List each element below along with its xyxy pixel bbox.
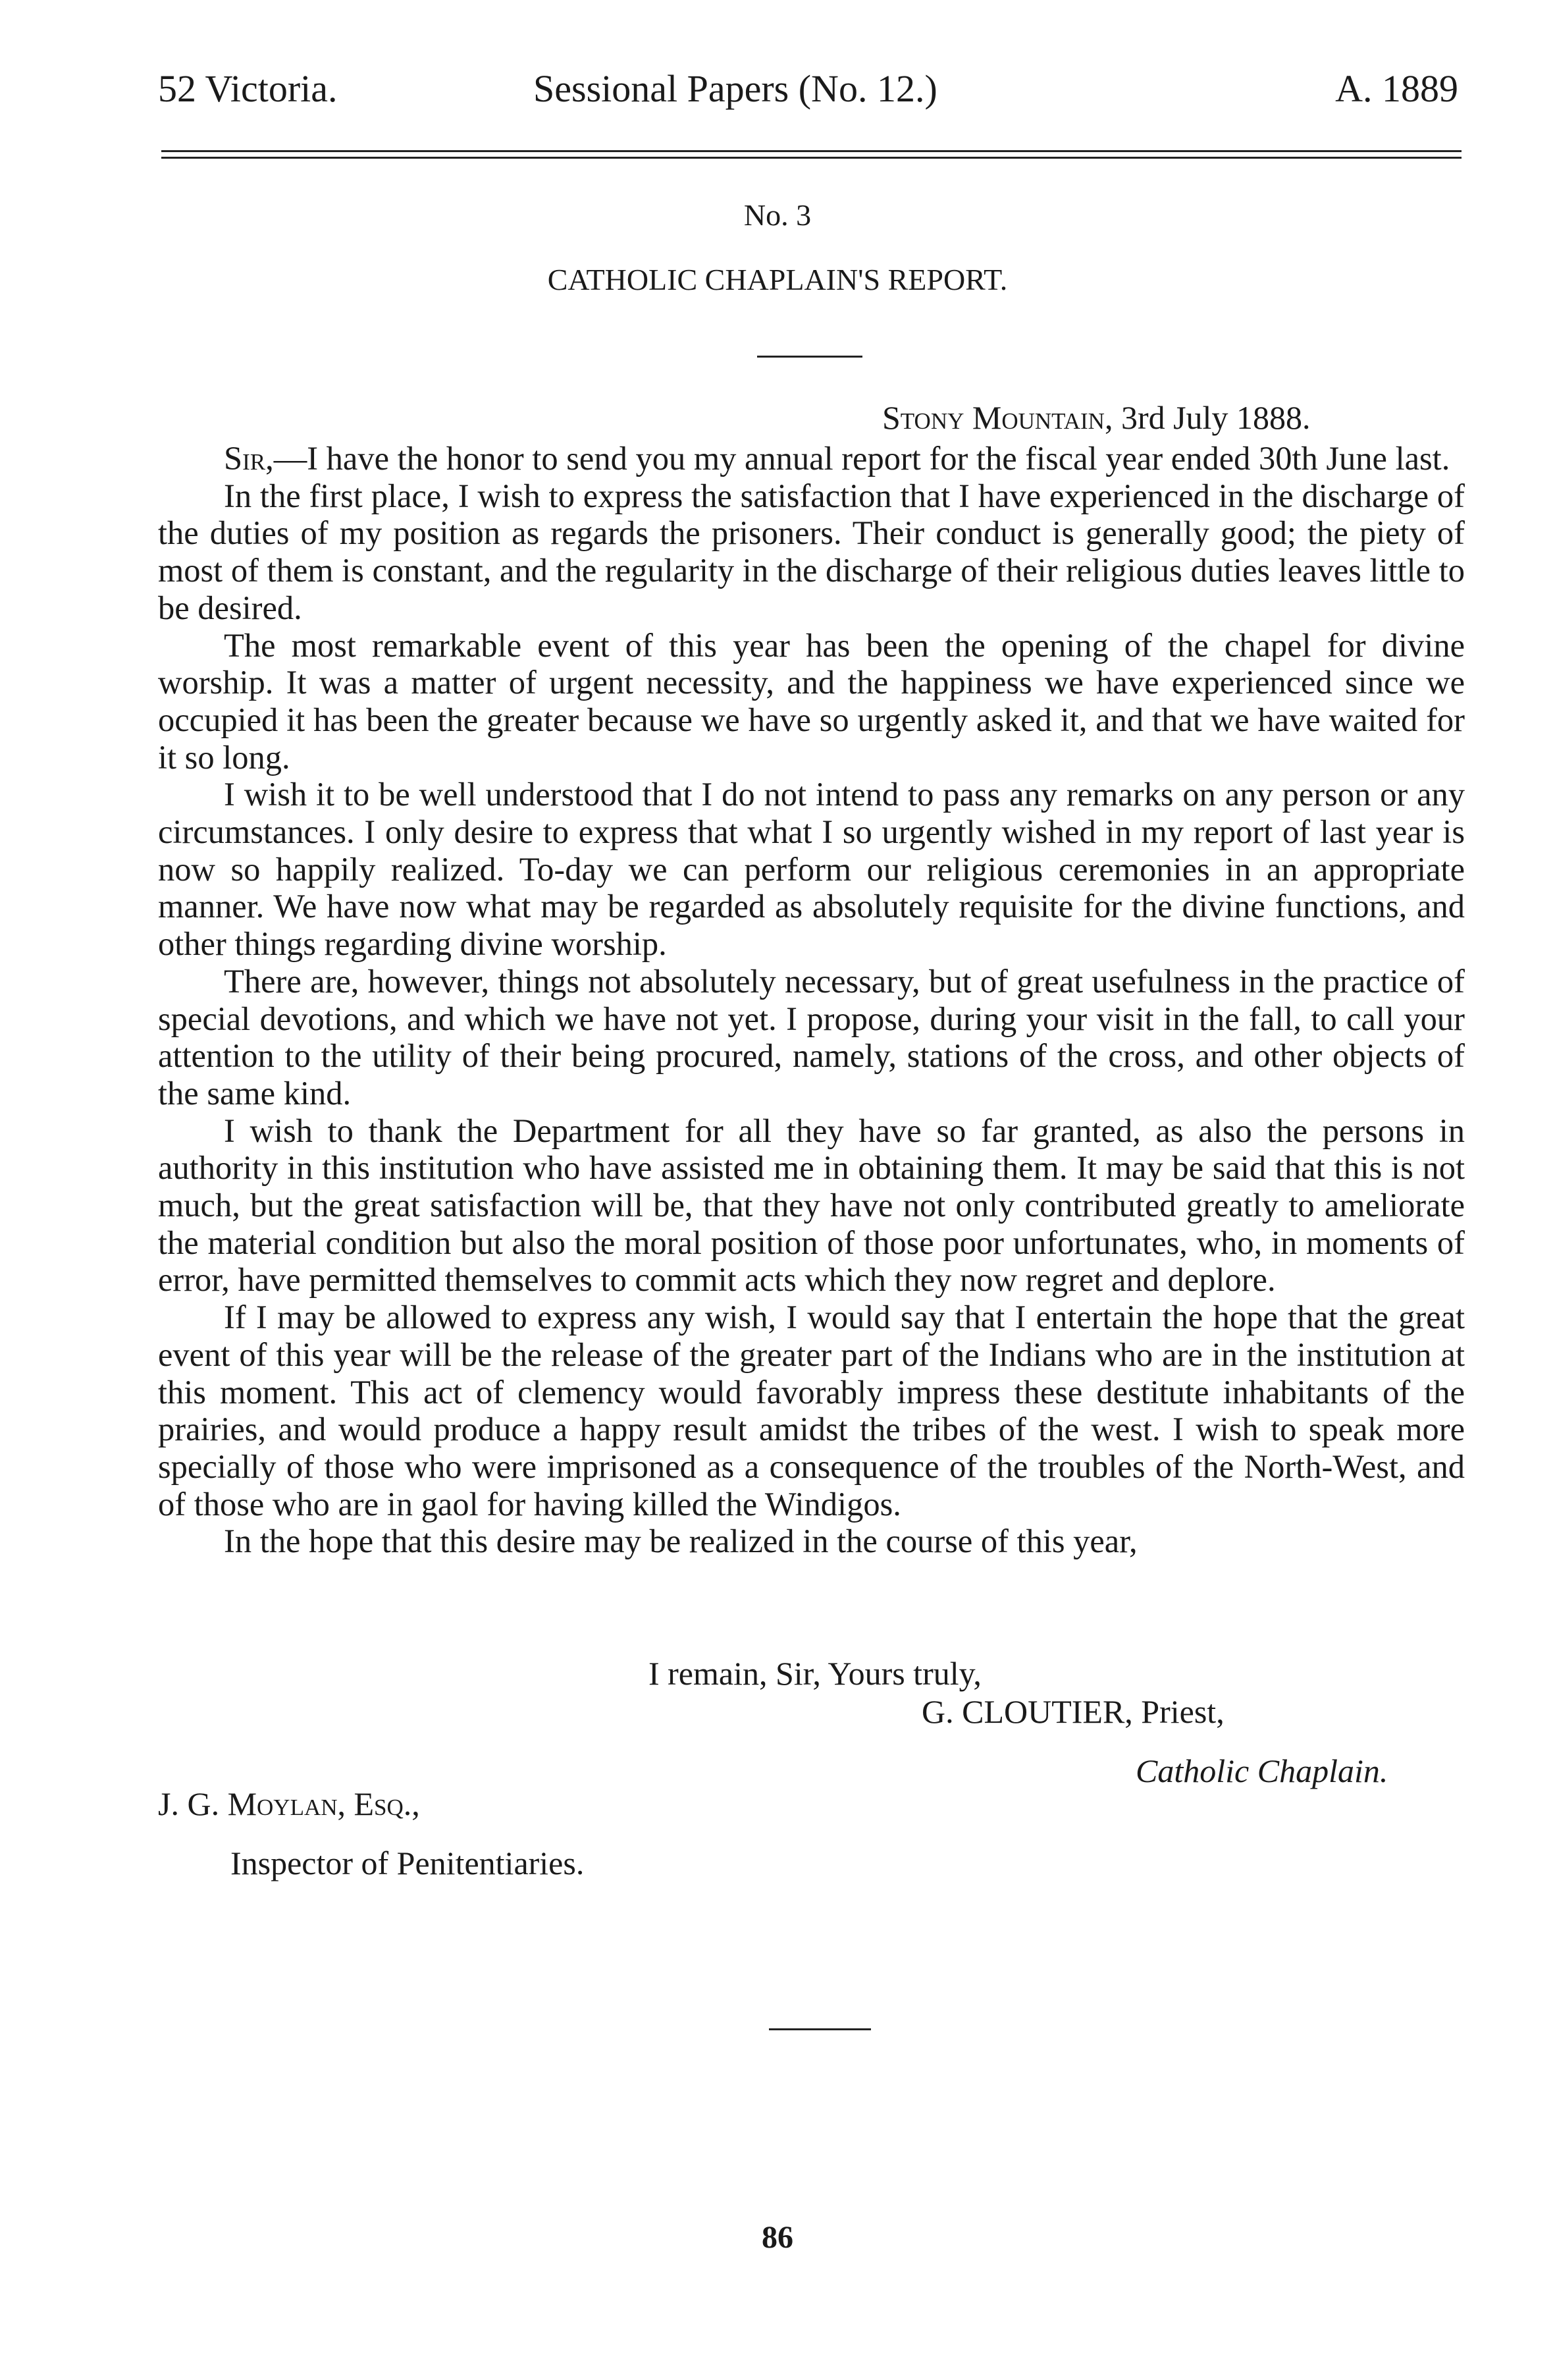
letter-date: 3rd July 1888. — [1120, 399, 1311, 436]
opening-text: —I have the honor to send you my annual report for the fiscal year ended 30th June last. — [273, 440, 1450, 477]
body-paragraph: The most remarkable event of this year has been the opening of the chapel for divine worship. It was a matter of urgent necessity, and the happiness we have experienced since we occupied it has been the greater because we have so urgently asked it, and that we have waited for it so long. — [158, 626, 1465, 776]
session-label: 52 Victoria. — [158, 67, 338, 110]
letter-body — [158, 440, 1465, 1560]
body-paragraph: I wish to thank the Department for all they have so far granted, as also the persons in authority in this institution who have assisted me in obtaining them. It may be said that this is not much, but the great satisfaction will be, that they have not only contributed greatly to ameliorate the material condition but also the moral position of those poor unfortunates, who, in moments of error, have permitted themselves to commit acts which they now regret and deplore. — [158, 1112, 1465, 1299]
place-name: Stony Mountain, — [882, 399, 1113, 436]
salutation: Sir, — [224, 440, 274, 477]
addressee-name: Moylan, Esq., — [227, 1785, 420, 1822]
title-divider — [757, 356, 862, 358]
body-paragraph: There are, however, things not absolutely necessary, but of great usefulness in the practice of special devotions, and which we have not yet. I propose, during your visit in the fall, to call your attention to the utility of their being procured, namely, stations of the cross, and other objects of the same kind. — [158, 962, 1465, 1112]
year-label: A. 1889 — [1335, 67, 1458, 110]
signature: G. CLOUTIER, Priest, — [922, 1693, 1225, 1730]
addressee-title: Inspector of Penitentiaries. — [230, 1845, 585, 1881]
opening-paragraph — [158, 440, 1465, 477]
header-rule-bottom — [161, 157, 1462, 159]
signature-title: Catholic Chaplain. — [1136, 1752, 1388, 1789]
body-paragraph: If I may be allowed to express any wish, I would say that I entertain the hope that the great event of this year will be the release of the greater part of the Indians who are in the institution at this moment. This act of clemency would favorably impress these destitute inhabitants of the prairies, and would produce a happy result amidst the tribes of the west. I wish to speak more specially of those who were imprisoned as a consequence of the troubles of the North-West, and of those who are in gaol for having killed the Windigos. — [158, 1299, 1465, 1523]
body-paragraph: In the first place, I wish to express the satisfaction that I have experienced in the discharge of the duties of my position as regards the prisoners. Their conduct is generally good; the piety of most of them is constant, and the regularity in the discharge of their religious duties leaves little to be desired. — [158, 477, 1465, 626]
place-date — [882, 398, 1310, 437]
page-number: 86 — [762, 2220, 793, 2255]
sessional-papers-label: Sessional Papers (No. 12.) — [533, 67, 937, 110]
body-paragraph: In the hope that this desire may be realized in the course of this year, — [224, 1523, 1138, 1560]
running-header — [158, 66, 1458, 112]
closing-divider — [769, 2028, 871, 2030]
addressee-initials: J. G. — [158, 1785, 228, 1822]
body-paragraph: I wish it to be well understood that I do not intend to pass any remarks on any person or any circumstances. I only desire to express that what I so urgently wished in my report of last year is now so happily realized. To-day we can perform our religious ceremonies in an appropriate manner. We have now what may be regarded as absolutely requisite for the divine functions, and other things regarding divine worship. — [158, 776, 1465, 963]
addressee — [158, 1785, 420, 1823]
header-rule-top — [161, 150, 1462, 152]
document-title: CATHOLIC CHAPLAIN'S REPORT. — [547, 263, 1008, 296]
document-number: No. 3 — [743, 198, 812, 232]
complimentary-close: I remain, Sir, Yours truly, — [648, 1655, 982, 1692]
